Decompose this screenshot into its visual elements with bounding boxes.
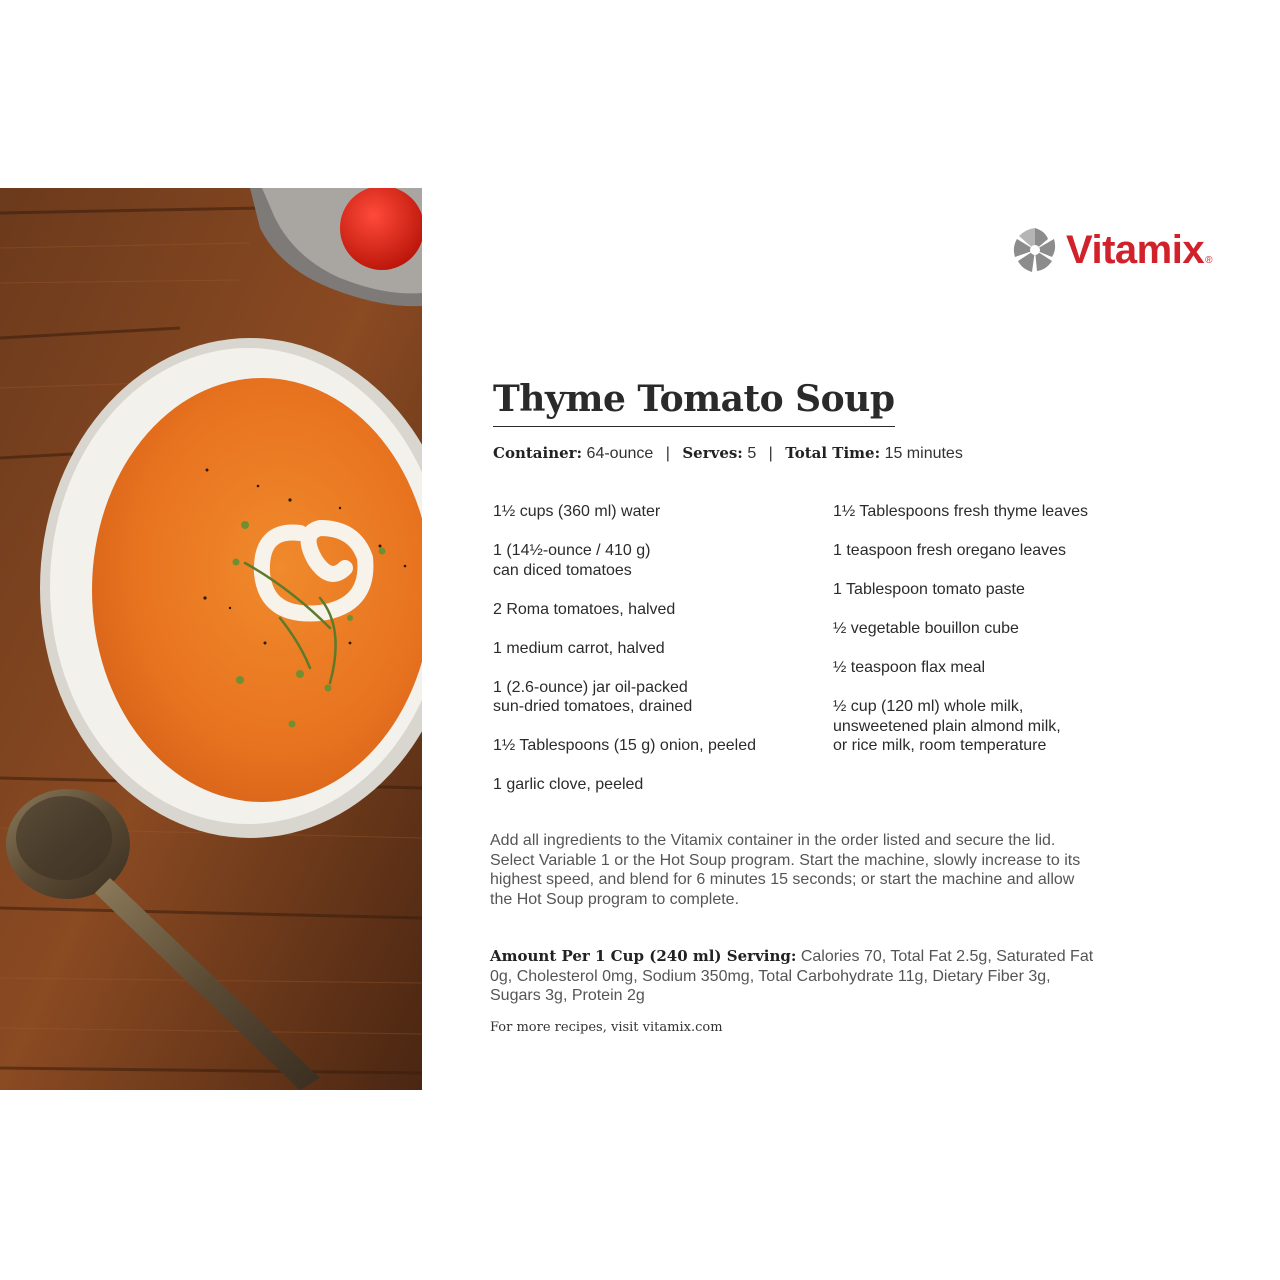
recipe-meta (493, 444, 963, 463)
ingredient-item: 1 medium carrot, halved (493, 639, 665, 657)
meta-separator: | (768, 445, 773, 462)
ingredient-item: 1½ Tablespoons (15 g) onion, peeled (493, 737, 757, 754)
serves-label: Serves: (682, 444, 743, 462)
ingredients-left-column (493, 502, 813, 814)
soup-photo-illustration (0, 188, 422, 1090)
ingredient-item: 1½ Tablespoons fresh thyme leaves (833, 503, 1088, 520)
ingredient-item: 1 (14½-ounce / 410 g) can diced tomatoes (493, 542, 651, 579)
ingredient-item: 1 (2.6-ounce) jar oil-packed sun-dried tomatoes, drained (493, 678, 693, 715)
total-time-value: 15 minutes (884, 445, 963, 462)
brand-name: Vitamix (1066, 228, 1205, 272)
ingredient-item: 1 teaspoon fresh oregano leaves (833, 542, 1067, 559)
serves-value: 5 (747, 445, 757, 462)
ingredients-right-column (833, 502, 1133, 775)
vitamix-swirl-icon (1010, 225, 1060, 275)
footer-note: For more recipes, visit vitamix.com (490, 1020, 723, 1035)
total-time-label: Total Time: (785, 444, 881, 462)
nutrition-info (490, 947, 1100, 1006)
nutrition-text: Calories 70, Total Fat 2.5g, Saturated Fat 0g, Cholesterol 0mg, Sodium 350mg, Total Carbohydrate 11g, Dietary Fiber 3g, Sugars 3g, Protein 2g (490, 948, 1094, 1004)
vitamix-logo (1010, 222, 1212, 278)
registered-mark: ® (1205, 255, 1213, 266)
ingredient-item: ½ teaspoon flax meal (833, 659, 986, 676)
recipe-directions: Add all ingredients to the Vitamix container in the order listed and secure the lid. Select Variable 1 or the Hot Soup program. Start the machine, slowly increase to its highest speed, and blend for 6 minutes 15 seconds; or start the machine and allow the Hot Soup program to complete. (490, 832, 1081, 908)
container-label: Container: (493, 444, 583, 462)
ingredient-item: ½ cup (120 ml) whole milk, unsweetened plain almond milk, or rice milk, room temperature (833, 698, 1061, 754)
ingredient-item: 1 garlic clove, peeled (493, 776, 644, 793)
ingredient-item: 1 Tablespoon tomato paste (833, 581, 1025, 598)
ingredient-item: ½ vegetable bouillon cube (833, 620, 1019, 637)
ingredient-item: 1½ cups (360 ml) water (493, 503, 661, 520)
meta-separator: | (665, 445, 670, 462)
soup-photo (0, 188, 422, 1090)
container-value: 64-ounce (586, 445, 654, 462)
nutrition-label: Amount Per 1 Cup (240 ml) Serving: (490, 947, 797, 965)
ingredient-item: 2 Roma tomatoes, halved (493, 600, 676, 618)
recipe-title: Thyme Tomato Soup (493, 378, 895, 427)
